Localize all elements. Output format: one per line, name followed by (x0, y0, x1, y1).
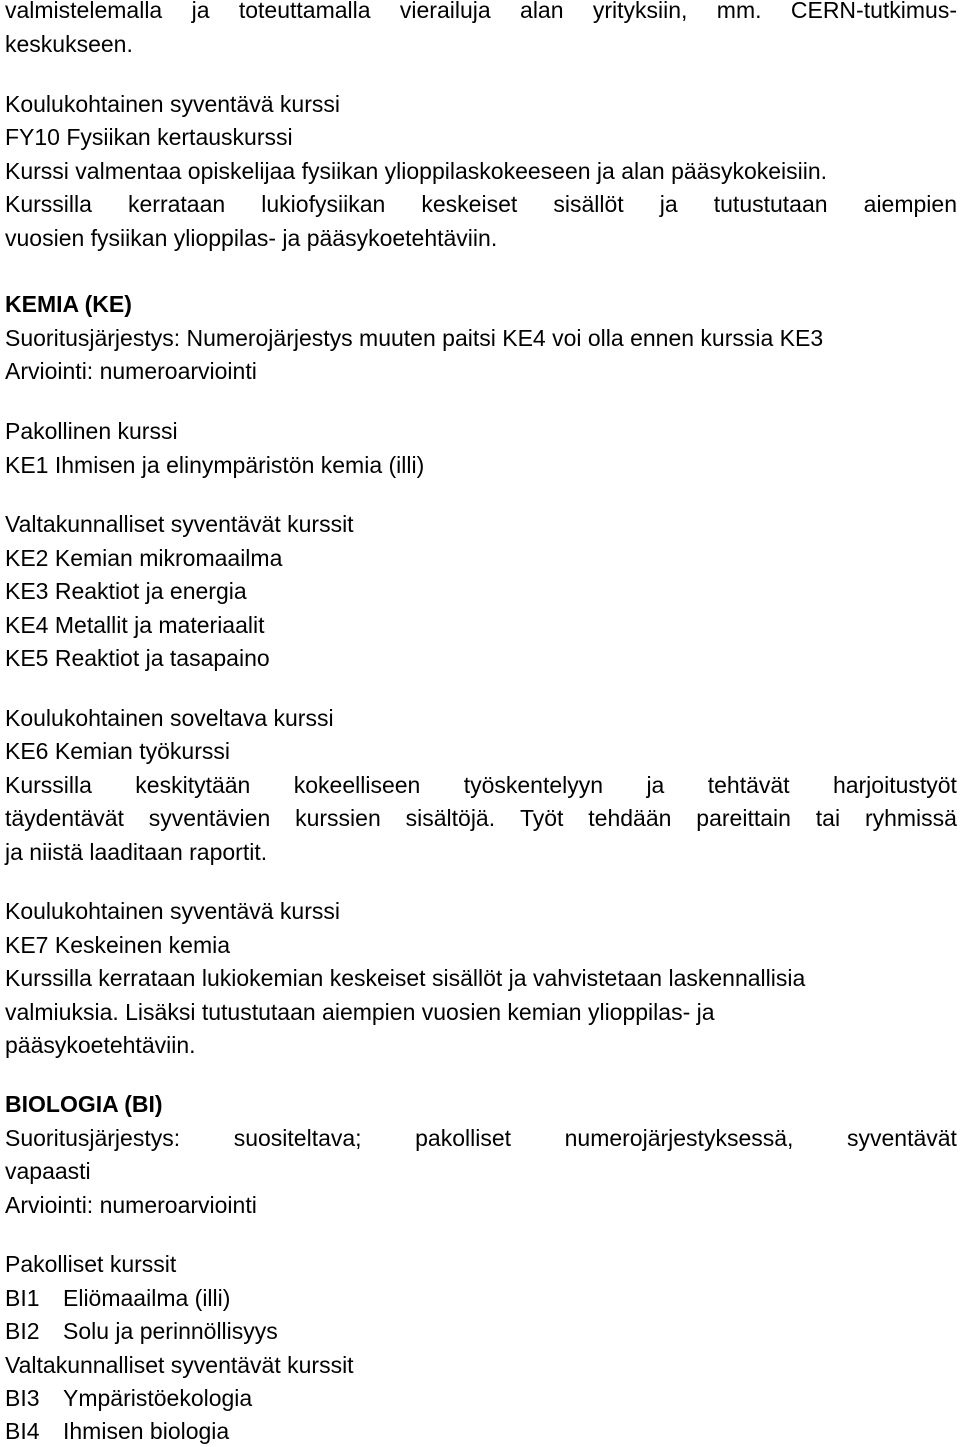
course-code: BI4 (5, 1418, 40, 1444)
word: vierailuja (399, 0, 491, 23)
word: kurssien (295, 805, 381, 831)
word: pareittain (696, 805, 791, 831)
word: Kurssilla (5, 191, 92, 217)
intro-line-2: keskukseen. (5, 31, 133, 57)
fy10-description-line-1: Kurssi valmentaa opiskelijaa fysiikan ylioppilaskokeeseen ja alan pääsykokeisiin. (5, 158, 828, 184)
word: yrityksiin, (592, 0, 688, 23)
course-ke2: KE2 Kemian mikromaailma (5, 545, 283, 571)
word: CERN-tutkimus- (790, 0, 957, 23)
biologia-grading: Arviointi: numeroarviointi (5, 1192, 257, 1218)
word: numerojärjestyksessä, (564, 1125, 794, 1151)
word: keskitytään (135, 772, 251, 798)
course-ke5: KE5 Reaktiot ja tasapaino (5, 645, 270, 671)
ke6-description-line-3: ja niistä laaditaan raportit. (5, 839, 268, 865)
course-bi4 (5, 1417, 229, 1445)
word: tutustutaan (713, 191, 828, 217)
word: ja (659, 191, 678, 217)
fy10-description-line-2 (5, 190, 957, 218)
course-bi1 (5, 1284, 230, 1312)
course-ke1: KE1 Ihmisen ja elinympäristön kemia (illi) (5, 452, 425, 478)
word: työskentelyyn (463, 772, 604, 798)
ke6-description-line-1 (5, 771, 957, 799)
ke6-course-title: KE6 Kemian työkurssi (5, 738, 230, 764)
word: täydentävät (5, 805, 124, 831)
ke7-course-type: Koulukohtainen syventävä kurssi (5, 898, 340, 924)
word: tai (815, 805, 841, 831)
course-name: Eliömaailma (illi) (63, 1285, 231, 1311)
biologia-national-heading: Valtakunnalliset syventävät kurssit (5, 1352, 354, 1378)
word: kokeelliseen (293, 772, 421, 798)
word: tehdään (588, 805, 672, 831)
word: alan (520, 0, 564, 23)
intro-line-1 (5, 0, 957, 24)
word: lukiofysiikan (261, 191, 386, 217)
course-ke3: KE3 Reaktiot ja energia (5, 578, 247, 604)
word: toteuttamalla (238, 0, 371, 23)
word: tehtävät (707, 772, 790, 798)
ke7-description-line-3: pääsykoetehtäviin. (5, 1032, 196, 1058)
course-code: BI2 (5, 1318, 40, 1344)
course-ke4: KE4 Metallit ja materiaalit (5, 612, 265, 638)
kemia-order: Suoritusjärjestys: Numerojärjestys muuten paitsi KE4 voi olla ennen kurssia KE3 (5, 325, 824, 351)
word: aiempien (863, 191, 957, 217)
word: harjoitustyöt (832, 772, 957, 798)
ke7-course-title: KE7 Keskeinen kemia (5, 932, 231, 958)
word: sisällöt (553, 191, 624, 217)
kemia-grading: Arviointi: numeroarviointi (5, 358, 257, 384)
word: Kurssilla (5, 772, 92, 798)
fy10-course-type: Koulukohtainen syventävä kurssi (5, 91, 340, 117)
ke6-course-type: Koulukohtainen soveltava kurssi (5, 705, 334, 731)
word: suositeltava; (233, 1125, 362, 1151)
course-code: BI3 (5, 1385, 40, 1411)
word: ryhmissä (864, 805, 957, 831)
biologia-compulsory-heading: Pakolliset kurssit (5, 1251, 177, 1277)
word: ja (191, 0, 210, 23)
word: syventävien (148, 805, 271, 831)
course-bi3 (5, 1384, 252, 1412)
course-bi2 (5, 1317, 278, 1345)
biologia-order-line-1 (5, 1124, 957, 1152)
word: valmistelemalla (5, 0, 163, 23)
course-code: BI1 (5, 1285, 40, 1311)
word: sisältöjä. (405, 805, 496, 831)
ke6-description-line-2 (5, 804, 957, 832)
course-name: Solu ja perinnöllisyys (63, 1318, 278, 1344)
word: Suoritusjärjestys: (5, 1125, 181, 1151)
kemia-heading: KEMIA (KE) (5, 291, 132, 317)
word: mm. (716, 0, 762, 23)
word: kerrataan (128, 191, 226, 217)
word: syventävät (847, 1125, 957, 1151)
ke7-description-line-1: Kurssilla kerrataan lukiokemian keskeiset sisällöt ja vahvistetaan laskennallisia (5, 965, 806, 991)
ke7-description-line-2: valmiuksia. Lisäksi tutustutaan aiempien vuosien kemian ylioppilas- ja (5, 999, 715, 1025)
word: Työt (519, 805, 564, 831)
word: ja (646, 772, 665, 798)
biologia-heading: BIOLOGIA (BI) (5, 1091, 163, 1117)
course-name: Ympäristöekologia (63, 1385, 253, 1411)
word: keskeiset (421, 191, 518, 217)
kemia-national-heading: Valtakunnalliset syventävät kurssit (5, 511, 354, 537)
fy10-course-title: FY10 Fysiikan kertauskurssi (5, 124, 293, 150)
kemia-compulsory-heading: Pakollinen kurssi (5, 418, 178, 444)
fy10-description-line-3: vuosien fysiikan ylioppilas- ja pääsykoetehtäviin. (5, 225, 498, 251)
course-name: Ihmisen biologia (63, 1418, 230, 1444)
word: pakolliset (415, 1125, 512, 1151)
biologia-order-line-2: vapaasti (5, 1158, 91, 1184)
